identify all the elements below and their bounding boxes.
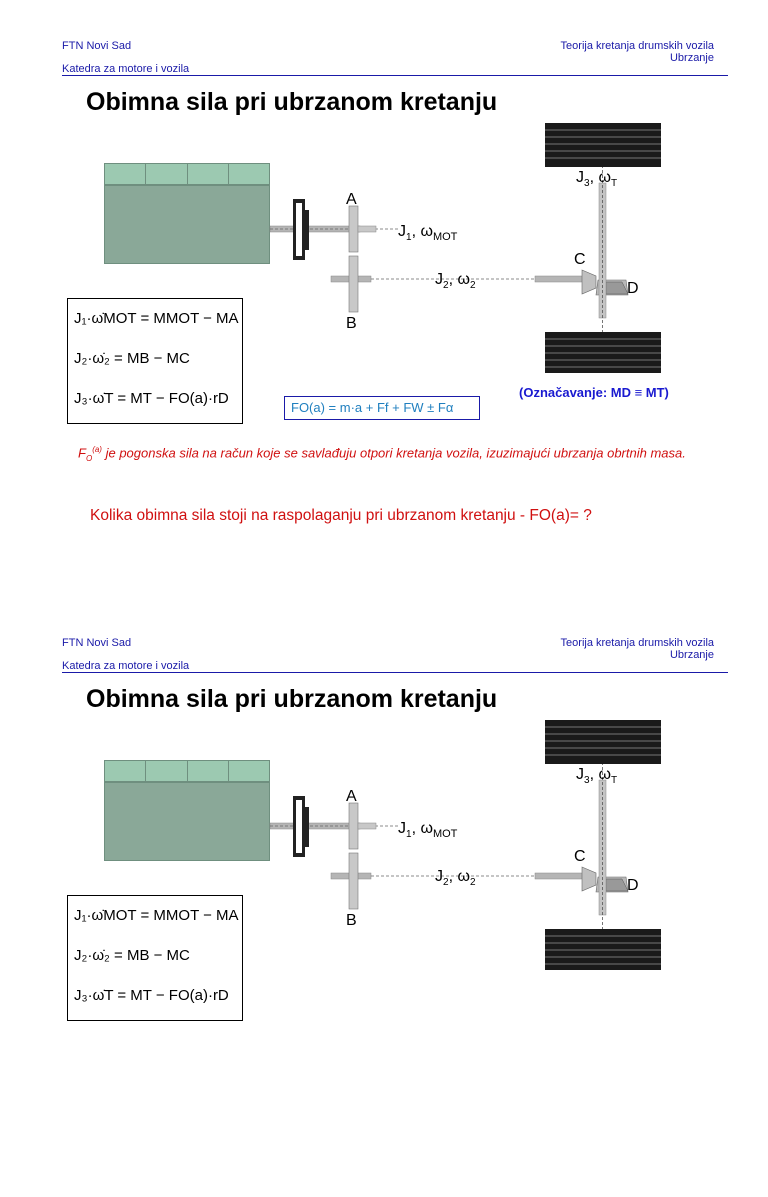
header-course: Teorija kretanja drumskih vozila: [560, 40, 714, 52]
equation-2: J₂·ω̇₂ = MB − MC: [74, 350, 190, 367]
label-D: D: [627, 877, 639, 894]
header-department: Katedra za motore i vozila: [62, 63, 190, 75]
gear-A: [349, 803, 358, 849]
header-topic: Ubrzanje: [669, 649, 714, 661]
label-J3: $J_3$, $\omega_T$: [576, 766, 618, 786]
header-institution: FTN Novi Sad: [62, 40, 132, 52]
wheel-bottom: [545, 929, 661, 970]
header-topic: Ubrzanje: [669, 52, 714, 64]
force-description: $F_O^{(a)}$ je pogonska sila na račun koje se savlađuju otpori kretanja vozila, izuzimajući ubrzanja obrtnih masa.: [78, 445, 686, 463]
equation-3: J₃·ω̇T = MT − FO(a)·rD: [74, 390, 229, 407]
label-C: C: [574, 848, 586, 865]
question-text: Kolika obimna sila stoji na raspolaganju pri ubrzanom kretanju - FO(a)= ?: [90, 507, 592, 524]
label-J1: $J_1$, $\omega_{MOT}$: [398, 223, 458, 243]
header-institution: FTN Novi Sad: [62, 637, 132, 649]
label-J1: $J_1$, $\omega_{MOT}$: [398, 820, 458, 840]
label-B: B: [346, 315, 357, 332]
label-C: C: [574, 251, 586, 268]
slide-title: Obimna sila pri ubrzanom kretanju: [86, 685, 498, 713]
gear-B: [349, 256, 358, 312]
header-department: Katedra za motore i vozila: [62, 660, 190, 672]
equation-1: J₁·ω̇MOT = MMOT − MA: [74, 310, 239, 327]
equations-box: [67, 895, 243, 1021]
wheel-bottom: [545, 332, 661, 373]
equations-box: [67, 298, 243, 424]
equation-1: J₁·ω̇MOT = MMOT − MA: [74, 907, 239, 924]
label-A: A: [346, 788, 357, 805]
notation-note: (Označavanje: MD ≡ MT): [519, 385, 669, 400]
wheel-top: [545, 123, 661, 167]
equation-3: J₃·ω̇T = MT − FO(a)·rD: [74, 987, 229, 1004]
gear-A: [349, 206, 358, 252]
label-J2: $J_2$, $\omega_2$: [435, 868, 476, 888]
slide-2: [0, 597, 768, 1197]
label-J2: $J_2$, $\omega_2$: [435, 271, 476, 291]
header-course: Teorija kretanja drumskih vozila: [560, 637, 714, 649]
gear-B: [349, 853, 358, 909]
force-description-text: je pogonska sila na račun koje se savlađuju otpori kretanja vozila, izuzimajući ubrzanja obrtnih masa.: [105, 445, 686, 461]
label-J3: $J_3$, $\omega_T$: [576, 169, 618, 189]
wheel-top: [545, 720, 661, 764]
bevel-gear-C: [582, 270, 596, 294]
label-A: A: [346, 191, 357, 208]
label-B: B: [346, 912, 357, 929]
slide-title: Obimna sila pri ubrzanom kretanju: [86, 88, 498, 116]
force-equation-box: FO(a) = m·a + Ff + FW ± Fα: [284, 396, 480, 420]
label-D: D: [627, 280, 639, 297]
equation-2: J₂·ω̇₂ = MB − MC: [74, 947, 190, 964]
bevel-gear-C: [582, 867, 596, 891]
